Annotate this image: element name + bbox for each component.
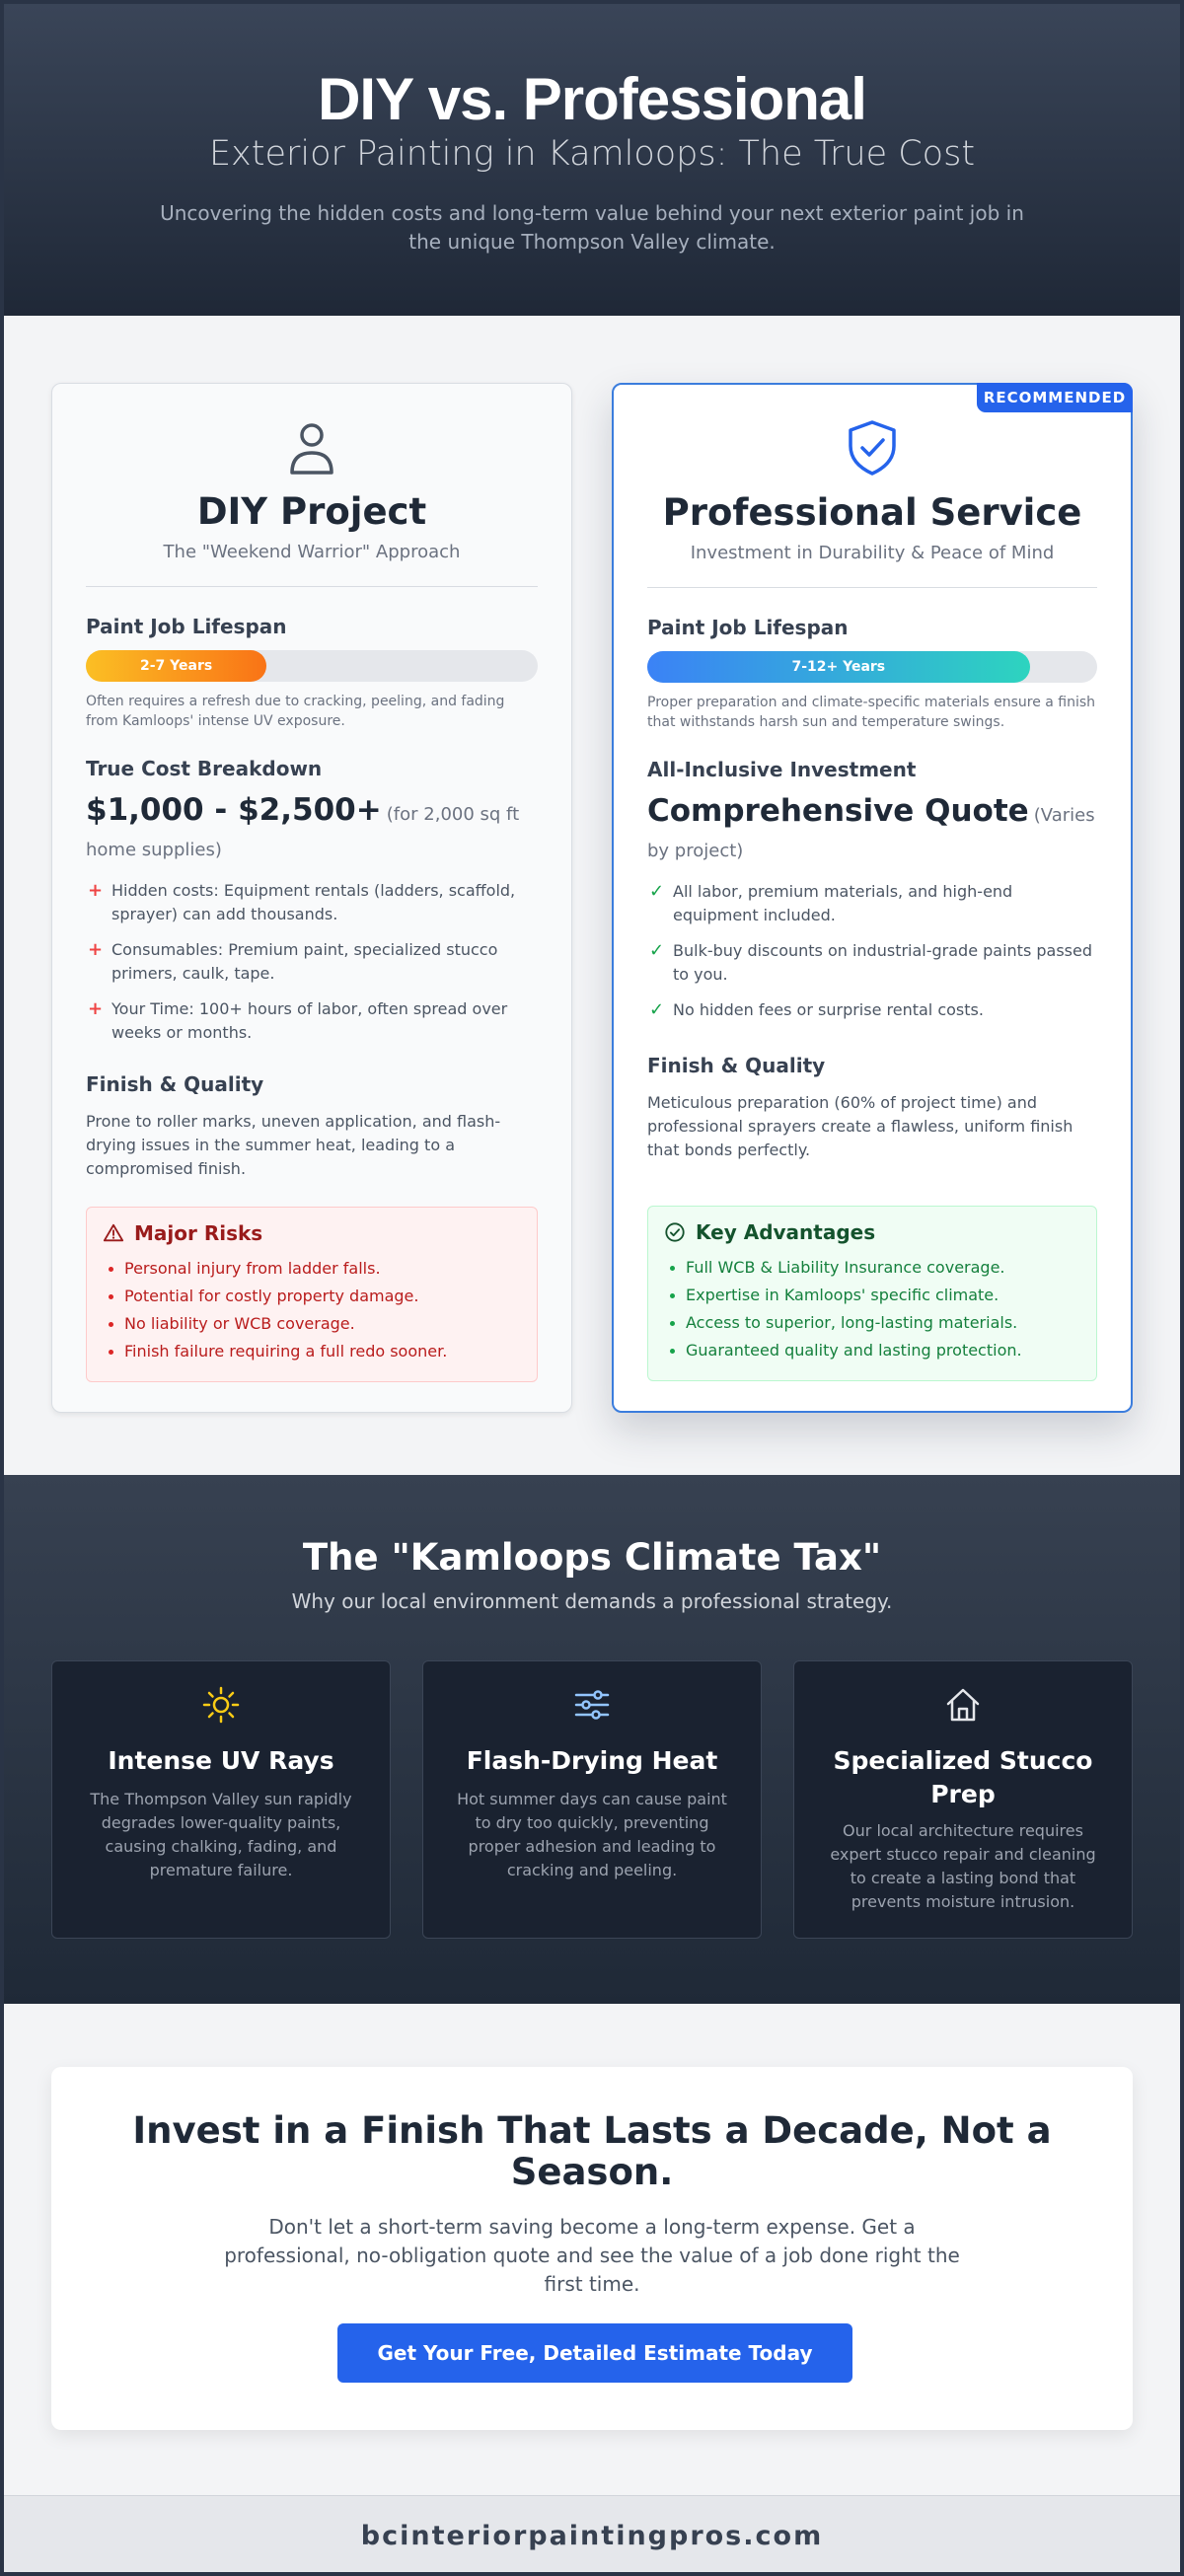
advantages-heading: Key Advantages [696,1220,876,1244]
diy-lifespan-bar [86,650,538,682]
list-item: Expertise in Kamloops' specific climate. [664,1282,1080,1309]
climate-card-title: Specialized Stucco Prep [833,1746,1093,1808]
hero-subtitle: Exterior Painting in Kamloops: The True Cost [208,134,976,174]
recommended-badge: RECOMMENDED [977,383,1133,412]
plus-icon: + [88,998,104,1019]
hero-title: DIY vs. Professional [318,66,866,132]
climate-card-title: Intense UV Rays [108,1746,334,1775]
diy-quality-text: Prone to roller marks, uneven application, and flash-drying issues in the summer heat, leading to a compromised finish. [86,1112,501,1178]
warning-icon [103,1222,124,1244]
list-item: Personal injury from ladder falls. [103,1255,521,1283]
footer-site-link[interactable]: bcinteriorpaintingpros.com [360,2521,824,2551]
free-estimate-button[interactable]: Get Your Free, Detailed Estimate Today [337,2323,852,2383]
hero-description: Uncovering the hidden costs and long-term value behind your next exterior paint job in the unique Thompson Valley climate. [160,201,1024,254]
list-item: Guaranteed quality and lasting protection. [664,1337,1080,1364]
sun-icon [201,1685,241,1725]
pro-price-line [647,793,1101,869]
risks-heading-row [103,1221,521,1245]
person-icon [282,415,341,478]
risks-box [86,1207,538,1382]
cta-title: Invest in a Finish That Lasts a Decade, Not a Season. [132,2109,1052,2193]
list-item: + Hidden costs: Equipment rentals (ladders, scaffold, sprayer) can add thousands. [88,880,516,923]
pro-price-note: (Varies by project) [647,805,1095,861]
diy-lifespan-fill: 2-7 Years [86,650,266,682]
climate-section [4,1475,1180,2004]
pro-cost-list [647,880,1101,1034]
cta-section [4,2004,1180,2495]
pro-quality-text: Meticulous preparation (60% of project time) and professional sprayers create a flawless, uniform finish that bonds perfectly. [647,1093,1073,1159]
divider [647,587,1097,588]
climate-subtitle: Why our local environment demands a professional strategy. [291,1589,893,1613]
risks-heading: Major Risks [134,1221,263,1245]
list-item: No liability or WCB coverage. [103,1310,521,1338]
list-item: Potential for costly property damage. [103,1283,521,1310]
climate-card-title: Flash-Drying Heat [466,1746,718,1775]
climate-card-uv [51,1660,391,1939]
list-item: Access to superior, long-lasting materials. [664,1309,1080,1337]
check-circle-icon [664,1221,686,1243]
list-item: Full WCB & Liability Insurance coverage. [664,1254,1080,1282]
list-item: ✓ All labor, premium materials, and high-end equipment included. [649,881,1013,924]
list-item: ✓ Bulk-buy discounts on industrial-grade paints passed to you. [649,940,1093,984]
pro-lifespan-fill: 7-12+ Years [647,651,1030,683]
hero-section [4,4,1180,316]
sliders-icon [572,1685,612,1725]
pro-tagline: Investment in Durability & Peace of Mind [690,543,1055,563]
check-icon: ✓ [649,881,665,902]
climate-card-text: The Thompson Valley sun rapidly degrades lower-quality paints, causing chalking, fading, and premature failure. [90,1790,352,1879]
comparison-section [4,316,1180,1475]
cta-card [51,2067,1133,2430]
diy-price-note: (for 2,000 sq ft home supplies) [86,804,520,860]
shield-check-icon [843,416,902,479]
pro-lifespan-note: Proper preparation and climate-specific materials ensure a finish that withstands harsh sun and temperature swings. [647,695,1096,730]
advantages-heading-row [664,1220,1080,1244]
advantages-list [664,1254,1080,1364]
footer [4,2495,1180,2576]
divider [86,586,538,587]
pro-lifespan-bar [647,651,1097,683]
diy-tagline: The "Weekend Warrior" Approach [163,542,461,562]
pro-price: Comprehensive Quote [647,793,1029,829]
diy-cost-heading: True Cost Breakdown [86,757,323,780]
list-item: ✓ No hidden fees or surprise rental costs. [649,999,984,1020]
diy-card [51,383,572,1413]
pro-cost-heading: All-Inclusive Investment [647,758,917,781]
diy-quality-heading: Finish & Quality [86,1072,264,1096]
diy-lifespan-heading: Paint Job Lifespan [86,615,287,638]
pro-title: Professional Service [662,491,1082,534]
list-item: + Consumables: Premium paint, specialized stucco primers, caulk, tape. [88,939,498,983]
diy-title: DIY Project [196,490,427,533]
risks-list [103,1255,521,1365]
check-icon: ✓ [649,999,665,1020]
diy-cost-list [86,879,542,1057]
diy-lifespan-note: Often requires a refresh due to cracking, peeling, and fading from Kamloops' intense UV exposure. [86,694,505,729]
climate-title: The "Kamloops Climate Tax" [302,1536,882,1579]
plus-icon: + [88,880,104,901]
climate-card-text: Hot summer days can cause paint to dry too quickly, preventing proper adhesion and leading to cracking and peeling. [457,1790,727,1879]
cta-text: Don't let a short-term saving become a long-term expense. Get a professional, no-obligation quote and see the value of a job done right the first time. [224,2215,960,2296]
climate-card-text: Our local architecture requires expert stucco repair and cleaning to create a lasting bond that prevents moisture intrusion. [830,1821,1096,1911]
check-icon: ✓ [649,940,665,961]
diy-price: $1,000 - $2,500+ [86,792,382,828]
climate-card-stucco [793,1660,1133,1939]
plus-icon: + [88,939,104,960]
pro-card [612,383,1133,1413]
house-icon [943,1685,983,1725]
pro-quality-heading: Finish & Quality [647,1054,826,1077]
climate-card-heat [422,1660,762,1939]
diy-price-line [86,792,542,868]
list-item: Finish failure requiring a full redo sooner. [103,1338,521,1365]
advantages-box [647,1206,1097,1381]
pro-lifespan-heading: Paint Job Lifespan [647,616,849,639]
list-item: + Your Time: 100+ hours of labor, often spread over weeks or months. [88,998,508,1042]
